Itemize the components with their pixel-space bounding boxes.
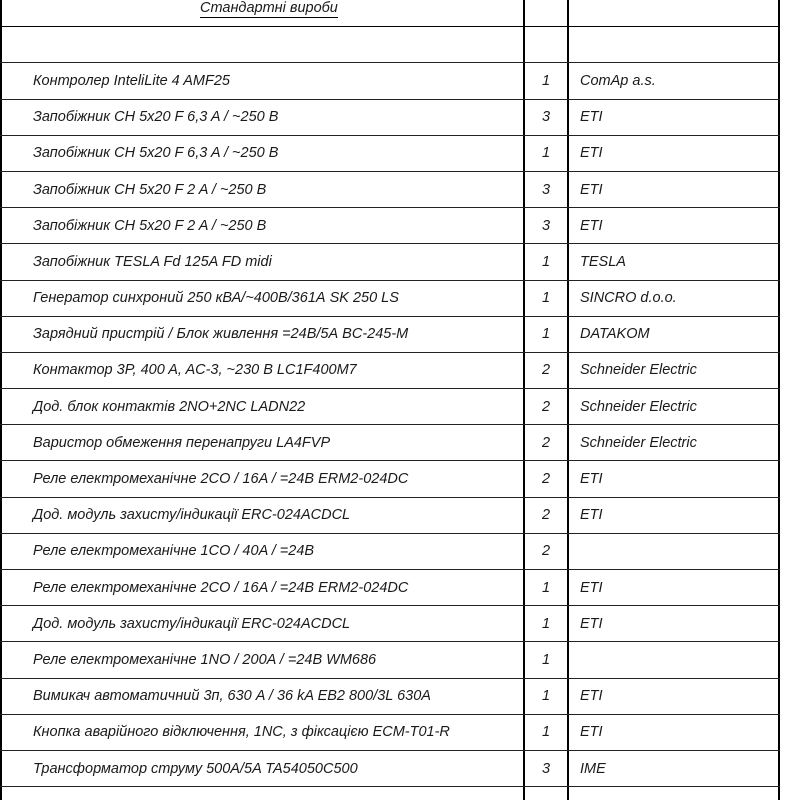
item-name: Реле електромеханічне 1CO / 40A / =24B: [33, 543, 315, 560]
table-row: [0, 281, 780, 317]
item-quantity: 3: [541, 109, 551, 126]
item-quantity: 2: [541, 362, 551, 379]
item-quantity: 3: [541, 217, 551, 234]
item-manufacturer: ETI: [580, 724, 603, 741]
item-quantity: 2: [541, 543, 551, 560]
item-manufacturer: ETI: [580, 145, 603, 162]
item-manufacturer: Schneider Electric: [580, 398, 697, 415]
table-row: [0, 244, 780, 280]
item-name: Кнопка аварійного відключення, 1NC, з фіксацією ECM-T01-R: [33, 724, 450, 741]
table-row: [0, 606, 780, 642]
item-manufacturer: TESLA: [580, 253, 626, 270]
item-name: Запобіжник CH 5x20 F 6,3 A / ~250 B: [33, 145, 279, 162]
item-manufacturer: DATAKOM: [580, 326, 650, 343]
item-name: Вимикач автоматичний 3п, 630 A / 36 kA EB2 800/3L 630A: [33, 688, 431, 705]
item-manufacturer: [580, 642, 776, 677]
item-quantity: 1: [541, 253, 551, 270]
table-row: [0, 715, 780, 751]
table-row: [0, 642, 780, 678]
item-manufacturer: [580, 534, 776, 569]
item-quantity: 1: [541, 326, 551, 343]
item-name: Варистор обмеження перенапруги LA4FVP: [33, 434, 331, 451]
item-name: Запобіжник CH 5x20 F 2 A / ~250 B: [33, 181, 267, 198]
item-name: Запобіжник CH 5x20 F 6,3 A / ~250 B: [33, 109, 279, 126]
section-header-row: [0, 0, 780, 27]
item-name: Зарядний пристрій / Блок живлення =24В/5А BC-245-M: [33, 326, 409, 343]
table-row: [0, 425, 780, 461]
item-manufacturer: SINCRO d.o.o.: [580, 290, 677, 307]
table-row: [0, 317, 780, 353]
item-manufacturer: ETI: [580, 688, 603, 705]
empty-row: [0, 27, 780, 63]
table-row: [0, 461, 780, 497]
item-quantity: 1: [541, 72, 551, 89]
item-manufacturer: ETI: [580, 217, 603, 234]
item-name: Запобіжник TESLA Fd 125A FD midi: [33, 253, 272, 270]
item-manufacturer: Schneider Electric: [580, 434, 697, 451]
item-quantity: 2: [541, 471, 551, 488]
item-manufacturer: ETI: [580, 181, 603, 198]
item-name: Генератор синхроний 250 кВА/~400В/361А SK 250 LS: [33, 290, 399, 307]
item-manufacturer: ETI: [580, 507, 603, 524]
table-row: [0, 353, 780, 389]
item-manufacturer: ETI: [580, 471, 603, 488]
item-quantity: 1: [541, 290, 551, 307]
item-manufacturer: ETI: [580, 579, 603, 596]
table-row: [0, 751, 780, 787]
item-name: Трансформатор струму 500A/5A TA54050C500: [33, 760, 358, 777]
item-quantity: 1: [541, 724, 551, 741]
table-row: [0, 498, 780, 534]
item-name: Дод. модуль захисту/індикації ERC-024ACDCL: [33, 507, 351, 524]
table-row: [0, 63, 780, 99]
item-quantity: 2: [541, 507, 551, 524]
item-quantity: 1: [541, 615, 551, 632]
item-quantity: 3: [541, 181, 551, 198]
item-name: Контактор 3P, 400 A, AC-3, ~230 B LC1F400M7: [33, 362, 357, 379]
item-name: Реле електромеханічне 2CO / 16A / =24B ERM2-024DC: [33, 579, 409, 596]
item-manufacturer: Schneider Electric: [580, 362, 697, 379]
table-row: [0, 208, 780, 244]
table-row: [0, 570, 780, 606]
item-quantity: 3: [541, 760, 551, 777]
table-row: [0, 679, 780, 715]
table-row: [0, 534, 780, 570]
item-quantity: 1: [541, 651, 551, 668]
item-manufacturer: ETI: [580, 615, 603, 632]
item-name: Запобіжник CH 5x20 F 2 A / ~250 B: [33, 217, 267, 234]
table-row: [0, 172, 780, 208]
item-quantity: 1: [541, 579, 551, 596]
item-manufacturer: IME: [580, 760, 606, 777]
item-quantity: 1: [541, 145, 551, 162]
item-name: Дод. модуль захисту/індикації ERC-024ACDCL: [33, 615, 351, 632]
table-row: [0, 100, 780, 136]
item-name: Дод. блок контактів 2NO+2NC LADN22: [33, 398, 306, 415]
item-manufacturer: ComAp a.s.: [580, 72, 656, 89]
item-name: Реле електромеханічне 1NO / 200A / =24B WM686: [33, 651, 377, 668]
item-quantity: 2: [541, 398, 551, 415]
item-quantity: 2: [541, 434, 551, 451]
table-row: [0, 136, 780, 172]
item-quantity: 1: [541, 688, 551, 705]
table-row: [0, 389, 780, 425]
item-manufacturer: ETI: [580, 109, 603, 126]
item-name: Реле електромеханічне 2CO / 16A / =24B ERM2-024DC: [33, 471, 409, 488]
section-title: Стандартні вироби: [200, 0, 338, 16]
item-name: Контролер InteliLite 4 AMF25: [33, 72, 230, 89]
